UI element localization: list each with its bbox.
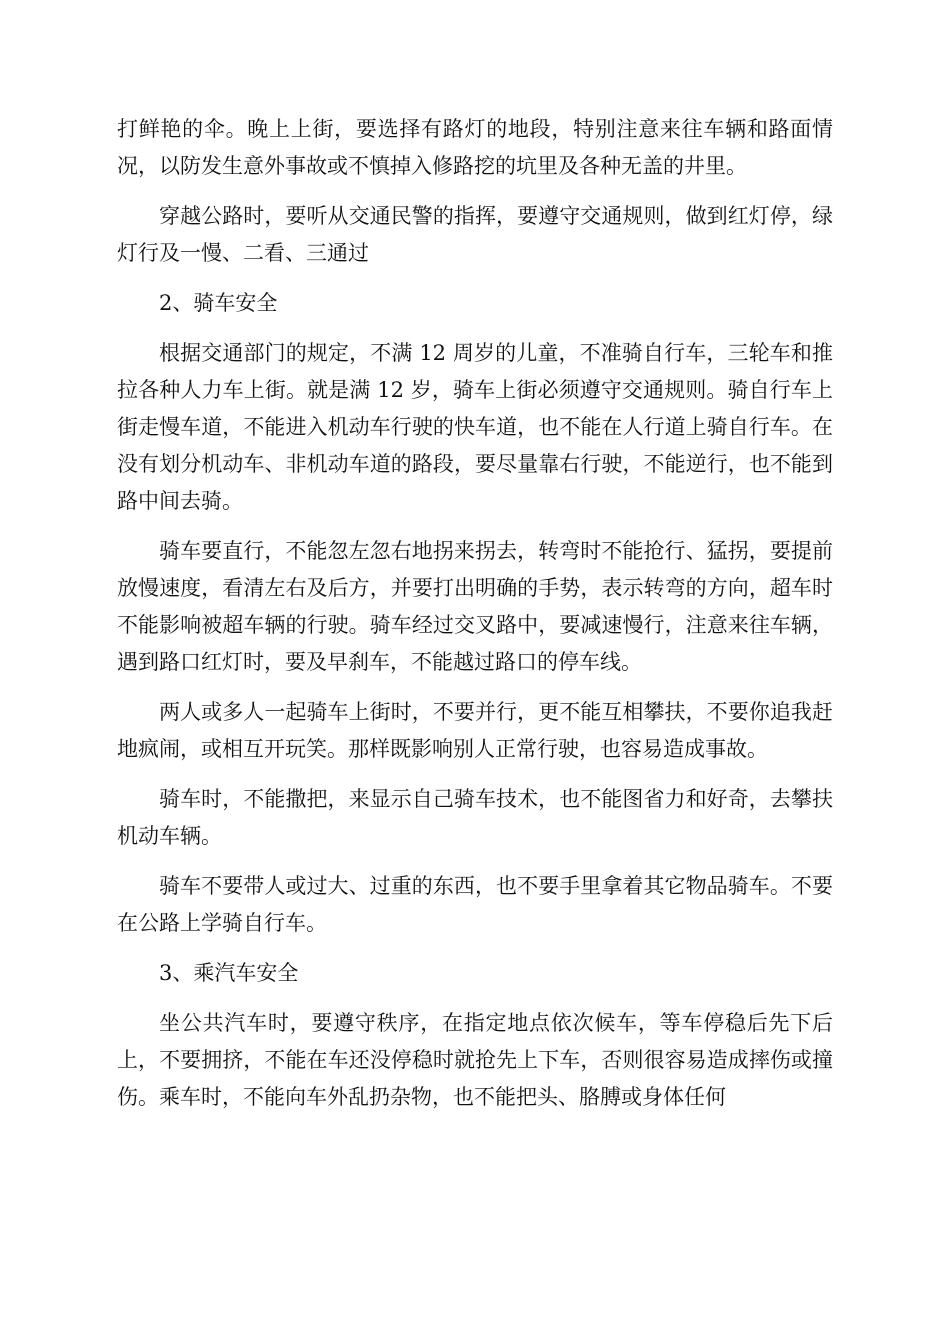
paragraph-cycling-carrying: 骑车不要带人或过大、过重的东西，也不要手里拿着其它物品骑车。不要在公路上学骑自行车。 — [117, 874, 833, 935]
paragraph-cycling-group: 两人或多人一起骑车上街时，不要并行，更不能互相攀扶，不要你追我赶地疯闹，或相互开玩笑。那样既影响别人正常行驶，也容易造成事故。 — [117, 700, 833, 761]
paragraph-bus-riding: 坐公共汽车时，要遵守秩序，在指定地点依次候车，等车停稳后先下后上，不要拥挤，不能在车还没停稳时就抢先上下车，否则很容易造成摔伤或撞伤。乘车时，不能向车外乱扔杂物，也不能把头、胳膊或身体任何 — [117, 1011, 833, 1109]
paragraph-cycling-straight: 骑车要直行，不能忽左忽右地拐来拐去，转弯时不能抢行、猛拐，要提前放慢速度，看清左右及后方，并要打出明确的手势，表示转弯的方向，超车时不能影响被超车辆的行驶。骑车经过交叉路中，要减速慢行，注意来往车辆，遇到路口红灯时，要及早刹车，不能越过路口的停车线。 — [117, 539, 833, 674]
paragraph-crossing-road: 穿越公路时，要听从交通民警的指挥，要遵守交通规则，做到红灯停，绿灯行及一慢、二看、三通过 — [117, 204, 833, 265]
document-body — [117, 111, 833, 1129]
paragraph-cycling-rules: 根据交通部门的规定，不满 12 周岁的儿童，不准骑自行车，三轮车和推拉各种人力车上街。就是满 12 岁，骑车上街必须遵守交通规则。骑自行车上街走慢车道，不能进入机动车行驶的快车道，也不能在人行道上骑自行车。在没有划分机动车、非机动车道的路段，要尽量靠右行驶，不能逆行，也不能到路中间去骑。 — [117, 341, 833, 513]
section-heading-bus-safety: 3、乘汽车安全 — [159, 961, 299, 985]
paragraph-umbrella-night: 打鲜艳的伞。晚上上街，要选择有路灯的地段，特别注意来往车辆和路面情况，以防发生意外事故或不慎掉入修路挖的坑里及各种无盖的井里。 — [117, 117, 833, 178]
section-heading-cycling-safety: 2、骑车安全 — [159, 291, 278, 315]
paragraph-cycling-handlebar: 骑车时，不能撒把，来显示自己骑车技术，也不能图省力和好奇，去攀扶机动车辆。 — [117, 787, 833, 848]
